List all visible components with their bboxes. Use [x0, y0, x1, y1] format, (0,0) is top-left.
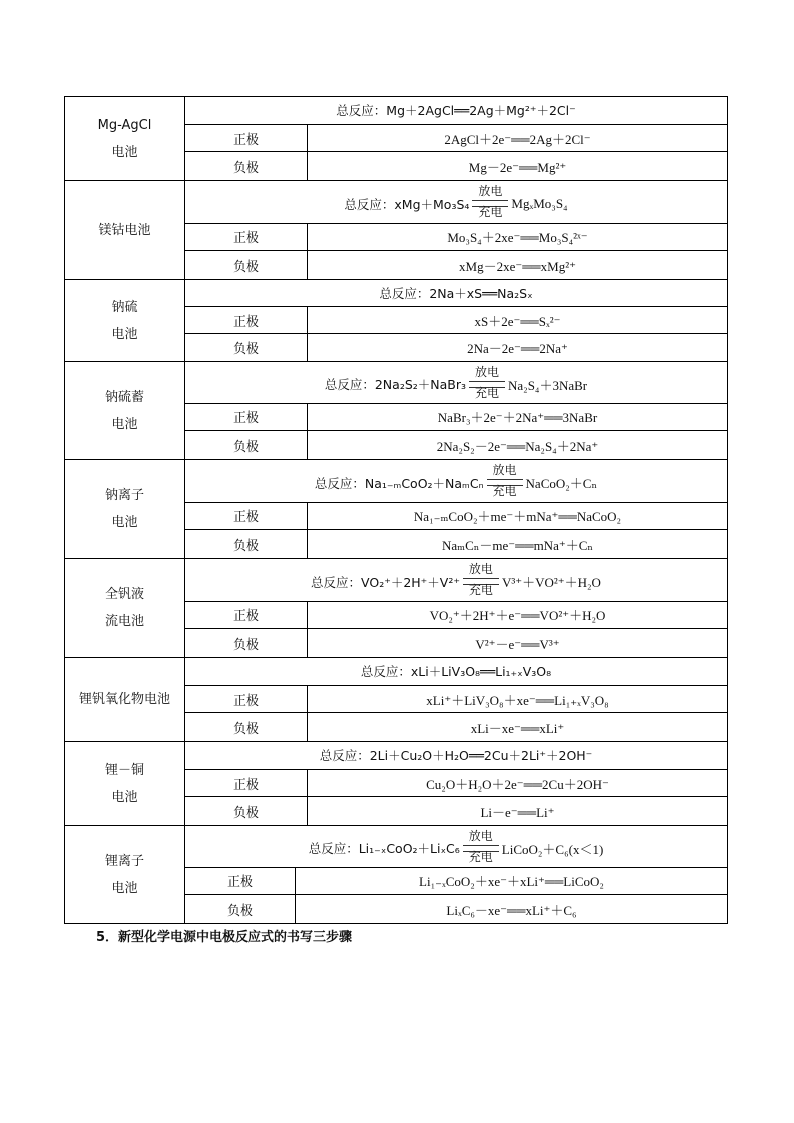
- table-block-mg-agcl: [64, 97, 728, 181]
- discharge-label: 放电: [468, 828, 493, 843]
- negative-label: 负极: [185, 629, 308, 657]
- negative-equation: xLi－xe⁻══xLi⁺: [470, 720, 565, 736]
- positive-label: 正极: [185, 224, 308, 251]
- positive-electrode-row: [185, 125, 727, 153]
- reversible-arrow: [485, 463, 525, 499]
- charge-label: 充电: [475, 385, 500, 400]
- battery-name-line: 电池: [111, 789, 138, 805]
- positive-equation: xS＋2e⁻══Sₓ²⁻: [474, 313, 561, 329]
- positive-label: 正极: [185, 125, 308, 152]
- charge-label: 充电: [468, 583, 493, 598]
- negative-equation: xMg－2xe⁻══xMg²⁺: [459, 258, 576, 274]
- charge-label: 充电: [468, 849, 493, 864]
- battery-name-line: 电池: [111, 515, 138, 530]
- battery-name-cell: [65, 460, 185, 558]
- positive-label: 正极: [185, 686, 308, 713]
- positive-equation: Mo₃S₄＋2xe⁻══Mo₃S₄²ˣ⁻: [447, 230, 588, 246]
- negative-label: 负极: [185, 431, 308, 459]
- negative-electrode-row: [185, 895, 727, 923]
- battery-name-line: 钠硫: [111, 299, 138, 315]
- negative-label: 负极: [185, 251, 308, 279]
- total-reaction-text: 总反应：Mg＋2AgCl══2Ag＋Mg²⁺＋2Cl⁻: [336, 103, 576, 119]
- negative-equation: LiₓC₆－xe⁻══xLi⁺＋C₆: [446, 902, 577, 918]
- total-reaction-row: [185, 362, 727, 404]
- table-block-li-ion: [64, 826, 728, 924]
- negative-equation: Mg－2e⁻══Mg²⁺: [468, 159, 567, 175]
- table-block-vanadium-flow: [64, 559, 728, 658]
- total-reaction-row: [185, 742, 727, 770]
- negative-electrode-row: [185, 431, 727, 459]
- battery-name-line: Mg-AgCl: [97, 117, 152, 133]
- negative-label: 负极: [185, 530, 308, 558]
- battery-name-cell: [65, 826, 185, 923]
- battery-name-cell: [65, 559, 185, 657]
- positive-electrode-row: [185, 307, 727, 334]
- battery-name-line: 电池: [111, 416, 138, 432]
- table-block-li-vanadium-oxide: [64, 658, 728, 742]
- positive-label: 正极: [185, 770, 308, 797]
- total-reaction-row: [185, 826, 727, 868]
- positive-electrode-row: [185, 503, 727, 531]
- total-reaction-right: LiCoO₂＋C₆(x＜1): [501, 841, 604, 857]
- table-block-li-cu: [64, 742, 728, 826]
- total-reaction-right: Na₂S₄＋3NaBr: [508, 377, 588, 393]
- negative-label: 负极: [185, 152, 308, 180]
- negative-equation: NaₘCₙ－me⁻══mNa⁺＋Cₙ: [441, 537, 594, 553]
- battery-name-cell: [65, 97, 185, 180]
- positive-electrode-row: [185, 686, 727, 714]
- reversible-arrow: [461, 562, 501, 598]
- total-reaction-row: [185, 97, 727, 125]
- negative-label: 负极: [185, 797, 308, 825]
- section-heading: 5．新型化学电源中电极反应式的书写三步骤: [96, 930, 353, 945]
- total-reaction-right: MgₓMo₃S₄: [511, 195, 568, 211]
- negative-label: 负极: [185, 713, 308, 741]
- table-block-na-s: [64, 280, 728, 362]
- positive-equation: Na₁₋ₘCoO₂＋me⁻＋mNa⁺══NaCoO₂: [413, 509, 622, 525]
- discharge-label: 放电: [478, 184, 503, 199]
- battery-name-line: 镁钴电池: [98, 222, 151, 238]
- positive-equation: Cu₂O＋H₂O＋2e⁻══2Cu＋2OH⁻: [426, 776, 609, 792]
- positive-electrode-row: [185, 404, 727, 432]
- positive-equation: 2AgCl＋2e⁻══2Ag＋2Cl⁻: [444, 131, 591, 147]
- total-reaction-text: 总反应：2Li＋Cu₂O＋H₂O══2Cu＋2Li⁺＋2OH⁻: [319, 748, 593, 764]
- discharge-label: 放电: [492, 463, 517, 478]
- table-block-na-ion: [64, 460, 728, 559]
- positive-label: 正极: [185, 868, 296, 895]
- total-reaction-row: [185, 658, 727, 686]
- battery-reaction-table: [64, 96, 728, 924]
- battery-name-line: 电池: [111, 144, 138, 160]
- discharge-label: 放电: [468, 562, 493, 577]
- positive-equation: xLi⁺＋LiV₃O₈＋xe⁻══Li₁₊ₓV₃O₈: [426, 692, 609, 708]
- positive-electrode-row: [185, 868, 727, 896]
- total-reaction-text: 总反应：2Na＋xS══Na₂Sₓ: [379, 286, 533, 301]
- negative-electrode-row: [185, 713, 727, 741]
- total-reaction-right: NaCoO₂＋Cₙ: [525, 476, 598, 492]
- positive-electrode-row: [185, 602, 727, 630]
- battery-name-line: 流电池: [104, 614, 144, 629]
- total-reaction-right: V³⁺＋VO²⁺＋H₂O: [501, 575, 601, 591]
- negative-electrode-row: [185, 152, 727, 180]
- table-block-na-s-storage: [64, 362, 728, 460]
- positive-label: 正极: [185, 307, 308, 333]
- negative-label: 负极: [185, 334, 308, 361]
- negative-electrode-row: [185, 629, 727, 657]
- battery-name-cell: [65, 280, 185, 361]
- positive-equation: VO₂⁺＋2H⁺＋e⁻══VO²⁺＋H₂O: [429, 608, 606, 624]
- battery-name-cell: [65, 742, 185, 825]
- battery-name-line: 锂钒氧化物电池: [78, 692, 170, 707]
- negative-equation: 2Na－2e⁻══2Na⁺: [467, 341, 568, 356]
- positive-label: 正极: [185, 602, 308, 629]
- total-reaction-left: 总反应：VO₂⁺＋2H⁺＋V²⁺: [311, 574, 460, 590]
- battery-name-cell: [65, 181, 185, 279]
- total-reaction-left: 总反应：xMg＋Mo₃S₄: [344, 196, 470, 212]
- battery-name-line: 锂－铜: [104, 762, 144, 778]
- battery-name-line: 钠硫蓄: [104, 389, 144, 405]
- battery-name-line: 锂离子: [104, 853, 144, 869]
- total-reaction-left: 总反应：2Na₂S₂＋NaBr₃: [324, 377, 467, 393]
- negative-label: 负极: [185, 895, 296, 923]
- positive-label: 正极: [185, 404, 308, 431]
- battery-name-line: 钠离子: [104, 488, 144, 503]
- positive-electrode-row: [185, 770, 727, 798]
- discharge-label: 放电: [475, 364, 500, 379]
- total-reaction-left: 总反应：Li₁₋ₓCoO₂＋LiₓC₆: [308, 841, 460, 857]
- reversible-arrow: [467, 364, 507, 400]
- positive-equation: NaBr₃＋2e⁻＋2Na⁺══3NaBr: [437, 410, 598, 426]
- table-block-mg-co: [64, 181, 728, 280]
- charge-label: 充电: [492, 484, 517, 499]
- battery-name-cell: [65, 658, 185, 741]
- positive-equation: Li₁₋ₓCoO₂＋xe⁻＋xLi⁺══LiCoO₂: [419, 874, 604, 890]
- battery-name-line: 全钒液: [104, 587, 144, 602]
- positive-label: 正极: [185, 503, 308, 530]
- total-reaction-row: [185, 280, 727, 307]
- negative-electrode-row: [185, 797, 727, 825]
- negative-electrode-row: [185, 334, 727, 361]
- total-reaction-text: 总反应：xLi＋LiV₃O₈══Li₁₊ₓV₃O₈: [360, 664, 552, 680]
- reversible-arrow: [470, 184, 510, 220]
- total-reaction-row: [185, 181, 727, 224]
- total-reaction-left: 总反应：Na₁₋ₘCoO₂＋NaₘCₙ: [314, 475, 484, 491]
- positive-electrode-row: [185, 224, 727, 252]
- negative-equation: V²⁺－e⁻══V³⁺: [475, 636, 560, 652]
- total-reaction-row: [185, 559, 727, 602]
- negative-electrode-row: [185, 530, 727, 558]
- reversible-arrow: [461, 828, 501, 864]
- negative-equation: Li－e⁻══Li⁺: [480, 804, 555, 820]
- battery-name-line: 电池: [111, 880, 138, 896]
- battery-name-line: 电池: [111, 326, 138, 342]
- negative-electrode-row: [185, 251, 727, 279]
- battery-name-cell: [65, 362, 185, 459]
- charge-label: 充电: [478, 205, 503, 220]
- negative-equation: 2Na₂S₂－2e⁻══Na₂S₄＋2Na⁺: [436, 438, 599, 454]
- total-reaction-row: [185, 460, 727, 503]
